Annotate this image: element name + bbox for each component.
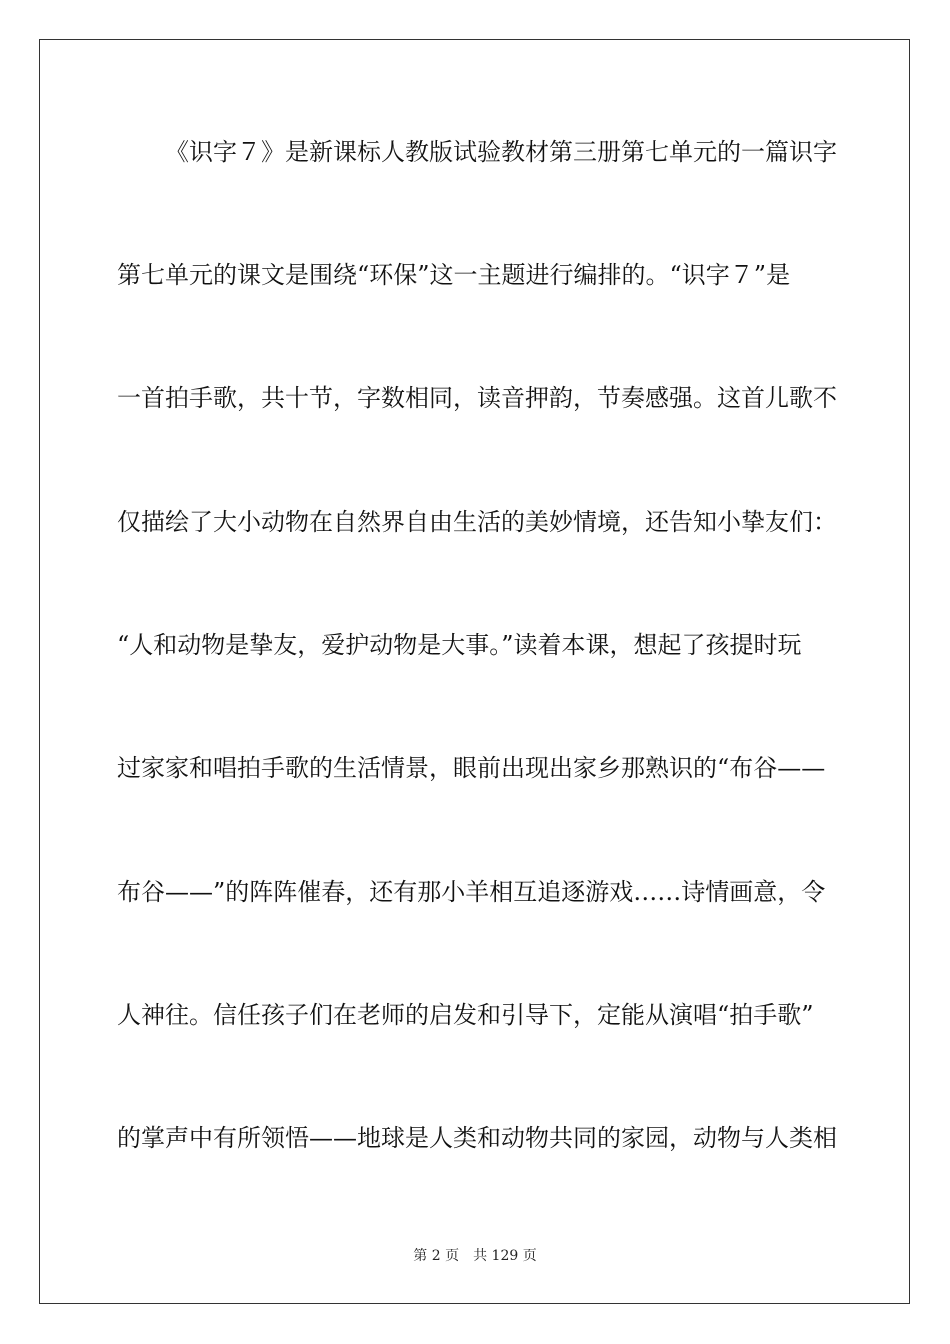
paragraph-line: “人和动物是挚友，爱护动物是大事。”读着本课，想起了孩提时玩 bbox=[117, 631, 802, 659]
page-number-footer: 第 2 页 共 129 页 bbox=[413, 1248, 537, 1264]
paragraph-line: 布谷——”的阵阵催春，还有那小羊相互追逐游戏……诗情画意，令 bbox=[117, 878, 826, 906]
paragraph-line: 仅描绘了大小动物在自然界自由生活的美妙情境，还告知小挚友们： bbox=[117, 508, 837, 536]
paragraph-line: 的掌声中有所领悟——地球是人类和动物共同的家园，动物与人类相 bbox=[117, 1124, 837, 1152]
paragraph-line: 《识字７》是新课标人教版试验教材第三册第七单元的一篇识字 bbox=[165, 138, 837, 166]
paragraph-line: 一首拍手歌，共十节，字数相同，读音押韵，节奏感强。这首儿歌不 bbox=[117, 384, 837, 412]
paragraph-line: 过家家和唱拍手歌的生活情景，眼前出现出家乡那熟识的“布谷—— bbox=[117, 754, 826, 782]
paragraph-line: 第七单元的课文是围绕“环保”这一主题进行编排的。“识字７”是 bbox=[117, 261, 791, 289]
paragraph-line: 人神往。信任孩子们在老师的启发和引导下，定能从演唱“拍手歌” bbox=[117, 1001, 814, 1029]
page-border bbox=[39, 39, 910, 1304]
